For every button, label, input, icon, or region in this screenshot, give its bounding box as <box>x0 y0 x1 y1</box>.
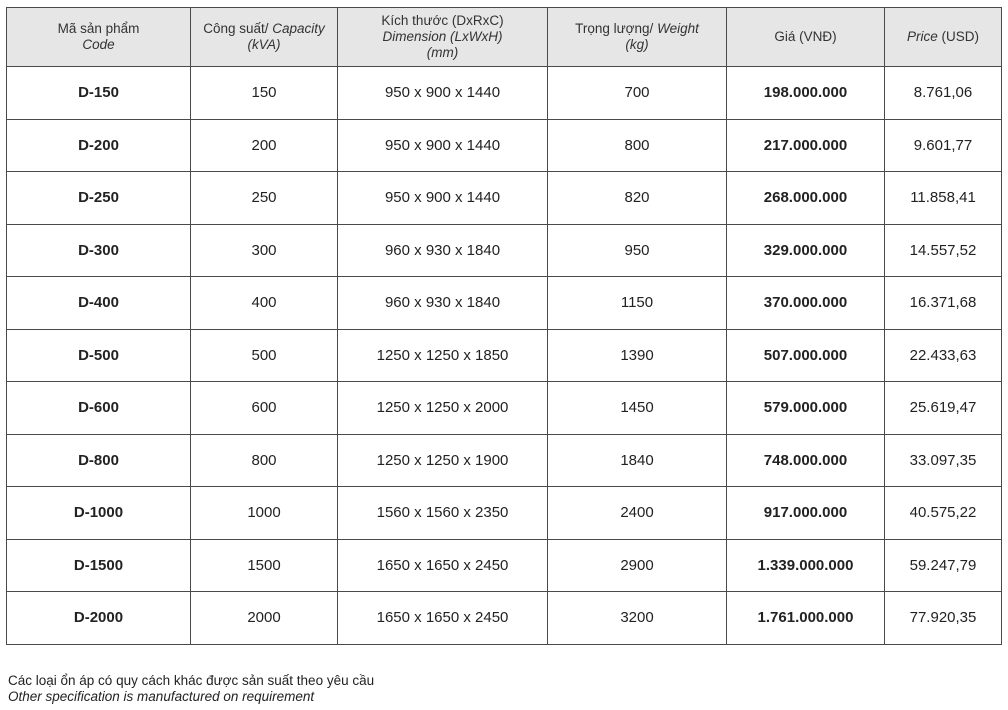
cell-code: D-250 <box>7 172 191 225</box>
footnote-vi: Các loại ổn áp có quy cách khác được sản suất theo yêu cầu <box>8 673 375 688</box>
cell-price-usd: 77.920,35 <box>885 592 1002 645</box>
cell-price-vnd: 268.000.000 <box>727 172 885 225</box>
price-table <box>6 7 1002 645</box>
cell-capacity: 2000 <box>191 592 338 645</box>
header-capacity-en: Capacity <box>272 21 325 36</box>
header-code-vi: Mã sản phẩm <box>57 21 140 36</box>
header-price-usd <box>885 8 1002 67</box>
header-code <box>7 8 191 67</box>
cell-capacity: 1000 <box>191 487 338 540</box>
cell-price-usd: 16.371,68 <box>885 277 1002 330</box>
cell-dimension: 1250 x 1250 x 1850 <box>338 329 548 382</box>
cell-weight: 2900 <box>548 539 727 592</box>
cell-capacity: 200 <box>191 119 338 172</box>
header-capacity <box>191 8 338 67</box>
cell-capacity: 500 <box>191 329 338 382</box>
cell-price-vnd: 507.000.000 <box>727 329 885 382</box>
cell-code: D-1500 <box>7 539 191 592</box>
header-dimension-unit: (mm) <box>426 45 459 60</box>
cell-code: D-600 <box>7 382 191 435</box>
cell-price-usd: 9.601,77 <box>885 119 1002 172</box>
footnote-en: Other specification is manufactured on requirement <box>8 689 315 704</box>
table-row <box>7 277 1002 330</box>
table-row <box>7 382 1002 435</box>
cell-price-usd: 11.858,41 <box>885 172 1002 225</box>
cell-dimension: 950 x 900 x 1440 <box>338 67 548 120</box>
cell-code: D-300 <box>7 224 191 277</box>
cell-dimension: 1560 x 1560 x 2350 <box>338 487 548 540</box>
cell-capacity: 400 <box>191 277 338 330</box>
cell-weight: 800 <box>548 119 727 172</box>
header-dimension-vi: Kích thước (DxRxC) <box>381 13 504 28</box>
cell-weight: 700 <box>548 67 727 120</box>
header-price-vnd-label: Giá (VNĐ) <box>774 29 837 44</box>
header-dimension-en: Dimension (LxWxH) <box>382 29 503 44</box>
table-row <box>7 329 1002 382</box>
table-header <box>7 8 1002 67</box>
cell-weight: 950 <box>548 224 727 277</box>
cell-dimension: 1650 x 1650 x 2450 <box>338 539 548 592</box>
cell-capacity: 250 <box>191 172 338 225</box>
header-weight-vi: Trọng lượng/ <box>575 21 654 36</box>
cell-weight: 3200 <box>548 592 727 645</box>
cell-price-vnd: 329.000.000 <box>727 224 885 277</box>
cell-price-vnd: 198.000.000 <box>727 67 885 120</box>
cell-dimension: 960 x 930 x 1840 <box>338 224 548 277</box>
table-row <box>7 487 1002 540</box>
table-row <box>7 539 1002 592</box>
cell-price-vnd: 748.000.000 <box>727 434 885 487</box>
cell-price-vnd: 579.000.000 <box>727 382 885 435</box>
cell-price-usd: 59.247,79 <box>885 539 1002 592</box>
cell-dimension: 1250 x 1250 x 1900 <box>338 434 548 487</box>
header-weight-en: Weight <box>657 21 699 36</box>
header-dimension <box>338 8 548 67</box>
cell-code: D-800 <box>7 434 191 487</box>
table-row <box>7 224 1002 277</box>
cell-capacity: 1500 <box>191 539 338 592</box>
header-code-en: Code <box>82 37 115 52</box>
table-body <box>7 67 1002 645</box>
cell-code: D-1000 <box>7 487 191 540</box>
cell-weight: 2400 <box>548 487 727 540</box>
cell-weight: 1450 <box>548 382 727 435</box>
cell-weight: 1150 <box>548 277 727 330</box>
cell-dimension: 950 x 900 x 1440 <box>338 119 548 172</box>
cell-code: D-200 <box>7 119 191 172</box>
footnote <box>8 673 374 705</box>
cell-dimension: 1650 x 1650 x 2450 <box>338 592 548 645</box>
cell-capacity: 300 <box>191 224 338 277</box>
cell-capacity: 800 <box>191 434 338 487</box>
cell-weight: 1390 <box>548 329 727 382</box>
header-weight-unit: (kg) <box>625 37 649 52</box>
cell-price-vnd: 917.000.000 <box>727 487 885 540</box>
table-row <box>7 592 1002 645</box>
cell-dimension: 960 x 930 x 1840 <box>338 277 548 330</box>
table-row <box>7 434 1002 487</box>
cell-price-usd: 40.575,22 <box>885 487 1002 540</box>
cell-price-vnd: 370.000.000 <box>727 277 885 330</box>
header-capacity-unit: (kVA) <box>247 37 281 52</box>
header-price-vnd <box>727 8 885 67</box>
cell-capacity: 150 <box>191 67 338 120</box>
cell-code: D-150 <box>7 67 191 120</box>
cell-price-vnd: 217.000.000 <box>727 119 885 172</box>
cell-weight: 1840 <box>548 434 727 487</box>
table-row <box>7 119 1002 172</box>
cell-code: D-400 <box>7 277 191 330</box>
cell-price-usd: 22.433,63 <box>885 329 1002 382</box>
header-price-usd-unit: (USD) <box>941 29 980 44</box>
cell-price-usd: 25.619,47 <box>885 382 1002 435</box>
cell-weight: 820 <box>548 172 727 225</box>
cell-dimension: 1250 x 1250 x 2000 <box>338 382 548 435</box>
header-price-usd-en: Price <box>906 29 938 44</box>
cell-price-usd: 33.097,35 <box>885 434 1002 487</box>
cell-dimension: 950 x 900 x 1440 <box>338 172 548 225</box>
cell-price-vnd: 1.339.000.000 <box>727 539 885 592</box>
cell-code: D-2000 <box>7 592 191 645</box>
cell-capacity: 600 <box>191 382 338 435</box>
header-weight <box>548 8 727 67</box>
header-capacity-vi: Công suất/ <box>203 21 269 36</box>
table-row <box>7 172 1002 225</box>
cell-price-usd: 14.557,52 <box>885 224 1002 277</box>
cell-code: D-500 <box>7 329 191 382</box>
cell-price-usd: 8.761,06 <box>885 67 1002 120</box>
table-row <box>7 67 1002 120</box>
cell-price-vnd: 1.761.000.000 <box>727 592 885 645</box>
